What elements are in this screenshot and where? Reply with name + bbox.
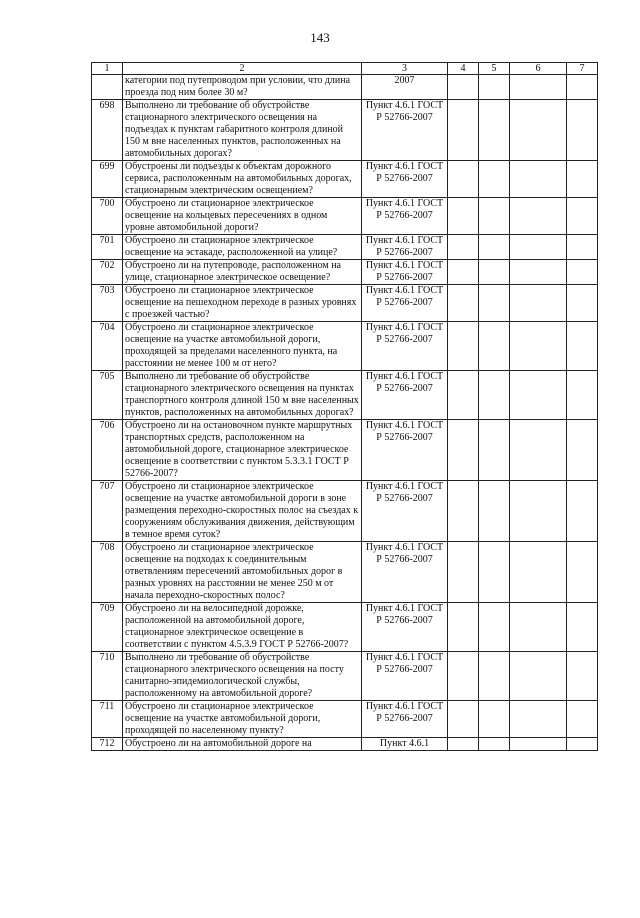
row-number: 700 [92, 198, 123, 235]
header-row [92, 63, 598, 75]
empty-cell [479, 260, 510, 285]
reference-text: Пункт 4.6.1 ГОСТ Р 52766-2007 [362, 285, 448, 322]
row-number: 712 [92, 738, 123, 751]
empty-cell [479, 652, 510, 701]
row-number: 710 [92, 652, 123, 701]
table-row [92, 371, 598, 420]
empty-cell [510, 75, 567, 100]
empty-cell [567, 260, 598, 285]
row-number: 709 [92, 603, 123, 652]
table-row [92, 235, 598, 260]
empty-cell [448, 542, 479, 603]
empty-cell [567, 738, 598, 751]
question-text: категории под путепроводом при условии, что длина проезда под ним более 30 м? [123, 75, 362, 100]
empty-cell [479, 701, 510, 738]
empty-cell [567, 161, 598, 198]
row-number: 711 [92, 701, 123, 738]
empty-cell [479, 738, 510, 751]
empty-cell [567, 652, 598, 701]
empty-cell [510, 738, 567, 751]
row-number: 703 [92, 285, 123, 322]
row-number: 707 [92, 481, 123, 542]
reference-text: Пункт 4.6.1 ГОСТ Р 52766-2007 [362, 322, 448, 371]
empty-cell [567, 603, 598, 652]
empty-cell [567, 371, 598, 420]
empty-cell [448, 161, 479, 198]
checklist-table [91, 62, 598, 751]
empty-cell [479, 322, 510, 371]
question-text: Обустроено ли на путепроводе, расположенном на улице, стационарное электрическое освещение? [123, 260, 362, 285]
table-row [92, 322, 598, 371]
row-number [92, 75, 123, 100]
empty-cell [510, 161, 567, 198]
empty-cell [510, 652, 567, 701]
empty-cell [448, 235, 479, 260]
row-number: 702 [92, 260, 123, 285]
empty-cell [479, 603, 510, 652]
empty-cell [448, 260, 479, 285]
reference-text: Пункт 4.6.1 ГОСТ Р 52766-2007 [362, 603, 448, 652]
empty-cell [448, 652, 479, 701]
reference-text: 2007 [362, 75, 448, 100]
empty-cell [510, 235, 567, 260]
header-cell: 6 [510, 63, 567, 75]
empty-cell [479, 100, 510, 161]
table-row [92, 198, 598, 235]
empty-cell [479, 198, 510, 235]
table-row [92, 701, 598, 738]
empty-cell [448, 100, 479, 161]
table-row [92, 603, 598, 652]
table-row [92, 285, 598, 322]
reference-text: Пункт 4.6.1 ГОСТ Р 52766-2007 [362, 542, 448, 603]
empty-cell [567, 481, 598, 542]
empty-cell [567, 322, 598, 371]
empty-cell [567, 542, 598, 603]
empty-cell [479, 75, 510, 100]
empty-cell [448, 285, 479, 322]
empty-cell [479, 481, 510, 542]
reference-text: Пункт 4.6.1 ГОСТ Р 52766-2007 [362, 235, 448, 260]
question-text: Обустроено ли стационарное электрическое освещение на участке автомобильной дороги, проходящей за пределами населенного пункта, на расстоянии не менее 100 м от него? [123, 322, 362, 371]
table-row [92, 738, 598, 751]
header-cell: 3 [362, 63, 448, 75]
row-number: 701 [92, 235, 123, 260]
empty-cell [448, 481, 479, 542]
reference-text: Пункт 4.6.1 ГОСТ Р 52766-2007 [362, 701, 448, 738]
header-cell: 5 [479, 63, 510, 75]
page-number: 143 [310, 30, 330, 45]
empty-cell [448, 603, 479, 652]
row-number: 705 [92, 371, 123, 420]
question-text: Обустроено ли на автомобильной дороге на [123, 738, 362, 751]
empty-cell [448, 322, 479, 371]
row-number: 698 [92, 100, 123, 161]
question-text: Обустроено ли на остановочном пункте маршрутных транспортных средств, расположенном на автомобильной дороге, стационарное электрическое освещение в соответствии с пунктом 5.3.3.1 ГОСТ Р 52766-2007? [123, 420, 362, 481]
empty-cell [567, 701, 598, 738]
reference-text: Пункт 4.6.1 ГОСТ Р 52766-2007 [362, 481, 448, 542]
header-cell: 4 [448, 63, 479, 75]
empty-cell [510, 322, 567, 371]
empty-cell [510, 420, 567, 481]
reference-text: Пункт 4.6.1 ГОСТ Р 52766-2007 [362, 161, 448, 198]
empty-cell [510, 603, 567, 652]
header-cell: 7 [567, 63, 598, 75]
empty-cell [510, 198, 567, 235]
table-row [92, 652, 598, 701]
empty-cell [510, 481, 567, 542]
question-text: Выполнено ли требование об обустройстве стационарного электрического освещения на подъездах к пунктам габаритного контроля длиной 150 м вне населенных пунктов, расположенных на автомобильных дорогах? [123, 100, 362, 161]
table-row [92, 420, 598, 481]
empty-cell [567, 235, 598, 260]
empty-cell [567, 100, 598, 161]
reference-text: Пункт 4.6.1 ГОСТ Р 52766-2007 [362, 198, 448, 235]
question-text: Обустроено ли стационарное электрическое освещение на эстакаде, расположенной на улице? [123, 235, 362, 260]
table-row [92, 260, 598, 285]
table-row [92, 542, 598, 603]
empty-cell [567, 198, 598, 235]
header-cell: 1 [92, 63, 123, 75]
question-text: Обустроено ли стационарное электрическое освещение на участке автомобильной дороги, проходящей по населенному пункту? [123, 701, 362, 738]
empty-cell [448, 75, 479, 100]
empty-cell [479, 371, 510, 420]
question-text: Обустроено ли на велосипедной дорожке, расположенной на автомобильной дороге, стационарное электрическое освещение в соответствии с пунктом 4.5.3.9 ГОСТ Р 52766-2007? [123, 603, 362, 652]
empty-cell [479, 235, 510, 260]
empty-cell [479, 161, 510, 198]
empty-cell [567, 75, 598, 100]
table-row [92, 75, 598, 100]
reference-text: Пункт 4.6.1 ГОСТ Р 52766-2007 [362, 652, 448, 701]
empty-cell [510, 371, 567, 420]
empty-cell [510, 285, 567, 322]
empty-cell [567, 285, 598, 322]
empty-cell [510, 100, 567, 161]
reference-text: Пункт 4.6.1 ГОСТ Р 52766-2007 [362, 100, 448, 161]
header-cell: 2 [123, 63, 362, 75]
question-text: Обустроено ли стационарное электрическое освещение на кольцевых пересечениях в одном уровне автомобильной дороги? [123, 198, 362, 235]
question-text: Выполнено ли требование об обустройстве стационарного электрического освещения на посту санитарно-эпидемиологической службы, расположенному на автомобильной дороге? [123, 652, 362, 701]
row-number: 704 [92, 322, 123, 371]
reference-text: Пункт 4.6.1 [362, 738, 448, 751]
table-row [92, 100, 598, 161]
empty-cell [448, 371, 479, 420]
table-row [92, 161, 598, 198]
row-number: 706 [92, 420, 123, 481]
row-number: 699 [92, 161, 123, 198]
reference-text: Пункт 4.6.1 ГОСТ Р 52766-2007 [362, 371, 448, 420]
empty-cell [479, 542, 510, 603]
row-number: 708 [92, 542, 123, 603]
empty-cell [448, 738, 479, 751]
question-text: Выполнено ли требование об обустройстве стационарного электрического освещения на пунктах транспортного контроля длиной 150 м вне населенных пунктов, расположенных на автомобильных дорогах? [123, 371, 362, 420]
empty-cell [479, 420, 510, 481]
table-row [92, 481, 598, 542]
reference-text: Пункт 4.6.1 ГОСТ Р 52766-2007 [362, 260, 448, 285]
question-text: Обустроены ли подъезды к объектам дорожного сервиса, расположенным на автомобильных дорогах, стационарным электрическим освещением? [123, 161, 362, 198]
empty-cell [510, 260, 567, 285]
empty-cell [448, 420, 479, 481]
empty-cell [448, 701, 479, 738]
empty-cell [567, 420, 598, 481]
question-text: Обустроено ли стационарное электрическое освещение на пешеходном переходе в разных уровнях с проезжей частью? [123, 285, 362, 322]
question-text: Обустроено ли стационарное электрическое освещение на подходах к соединительным ответвлениям пересечений автомобильных дорог в разных уровнях на расстоянии не менее 250 м от начала переходно-скоростных полос? [123, 542, 362, 603]
reference-text: Пункт 4.6.1 ГОСТ Р 52766-2007 [362, 420, 448, 481]
empty-cell [510, 542, 567, 603]
empty-cell [479, 285, 510, 322]
empty-cell [448, 198, 479, 235]
question-text: Обустроено ли стационарное электрическое освещение на участке автомобильной дороги в зоне размещения переходно-скоростных полос на съездах к сооружениям обслуживания движения, действующим в темное время суток? [123, 481, 362, 542]
empty-cell [510, 701, 567, 738]
